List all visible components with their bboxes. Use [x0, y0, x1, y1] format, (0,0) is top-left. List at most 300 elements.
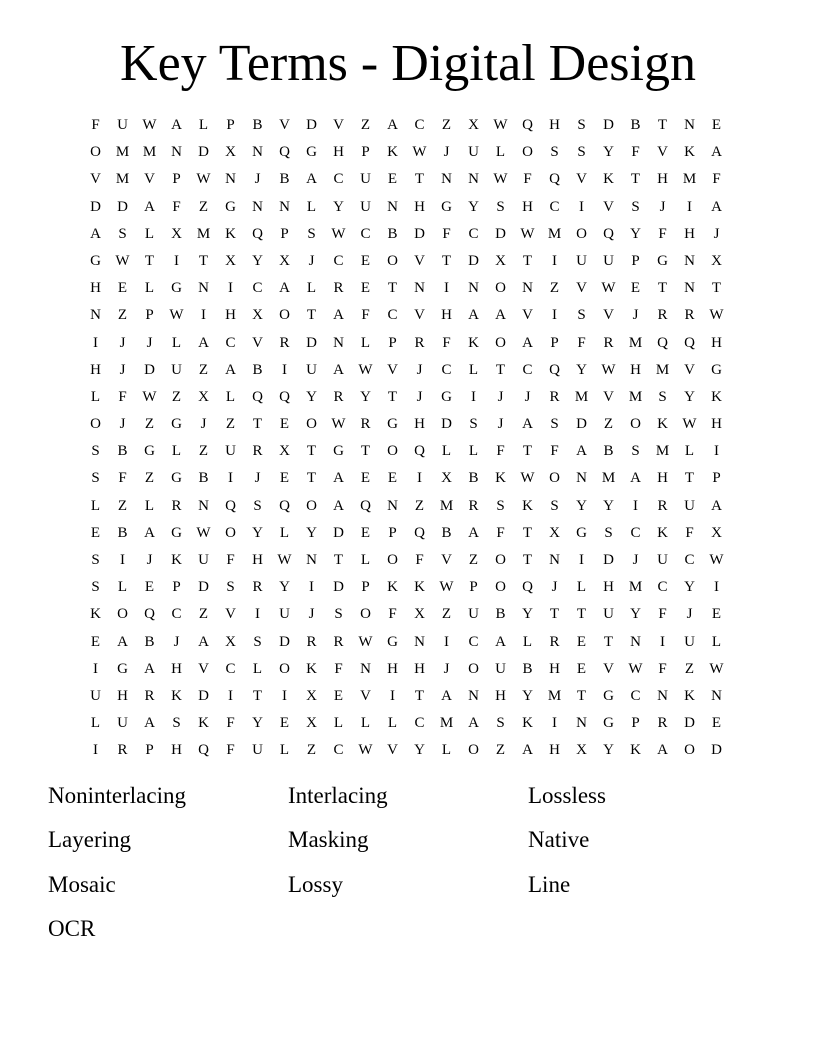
grid-letter: T: [495, 361, 506, 378]
grid-letter: K: [711, 388, 722, 405]
grid-letter: Z: [198, 443, 209, 460]
grid-letter: E: [360, 252, 371, 269]
grid-letter: B: [441, 524, 452, 541]
grid-letter: T: [576, 687, 587, 704]
grid-letter: J: [416, 361, 423, 378]
grid-letter: W: [142, 117, 157, 133]
grid-letter: D: [306, 117, 317, 133]
grid-letter: O: [630, 416, 641, 433]
grid-letter: F: [496, 524, 505, 541]
grid-letter: E: [360, 470, 371, 487]
grid-letter: F: [118, 388, 127, 405]
grid-letter: D: [414, 225, 425, 242]
grid-letter: I: [228, 687, 233, 704]
grid-letter: P: [388, 334, 397, 351]
grid-letter: I: [93, 334, 98, 351]
grid-letter: I: [552, 715, 557, 732]
grid-letter: Z: [144, 416, 155, 433]
grid-letter: H: [171, 742, 182, 759]
grid-letter: K: [414, 579, 425, 596]
word-list-item: Line: [528, 871, 571, 897]
grid-letter: F: [712, 171, 721, 188]
grid-letter: H: [657, 171, 668, 188]
grid-letter: I: [417, 470, 422, 487]
grid-letter: F: [334, 660, 343, 677]
grid-letter: G: [657, 252, 668, 269]
grid-letter: L: [684, 443, 695, 460]
grid-letter: J: [524, 388, 531, 405]
grid-letter: C: [225, 334, 236, 351]
grid-letter: P: [172, 171, 181, 188]
grid-letter: R: [333, 280, 344, 297]
grid-letter: K: [657, 524, 668, 541]
grid-letter: Y: [630, 225, 641, 242]
grid-letter: J: [497, 416, 504, 433]
grid-letter: Q: [684, 334, 695, 351]
grid-letter: S: [496, 497, 505, 514]
grid-letter: U: [360, 198, 371, 215]
grid-letter: Q: [279, 388, 290, 405]
grid-letter: S: [334, 606, 343, 623]
grid-letter: S: [307, 225, 316, 242]
grid-letter: A: [468, 715, 479, 732]
grid-letter: N: [630, 633, 641, 650]
grid-letter: I: [579, 198, 584, 215]
grid-letter: D: [576, 416, 587, 433]
grid-letter: C: [468, 633, 479, 650]
grid-letter: F: [442, 334, 451, 351]
grid-letter: X: [549, 524, 560, 541]
grid-letter: T: [306, 443, 317, 460]
grid-letter: Y: [603, 497, 614, 514]
grid-letter: X: [711, 252, 722, 269]
grid-letter: T: [549, 606, 560, 623]
grid-letter: N: [468, 687, 479, 704]
grid-letter: S: [550, 416, 559, 433]
grid-letter: N: [684, 280, 695, 297]
grid-letter: M: [547, 687, 562, 704]
grid-letter: Y: [576, 361, 587, 378]
grid-letter: S: [604, 524, 613, 541]
grid-letter: Q: [279, 144, 290, 161]
grid-letter: M: [628, 334, 643, 351]
grid-letter: F: [91, 117, 100, 133]
grid-letter: D: [198, 579, 209, 596]
grid-letter: L: [252, 660, 263, 677]
grid-letter: V: [360, 687, 371, 704]
grid-letter: I: [93, 660, 98, 677]
grid-letter: A: [495, 633, 506, 650]
grid-letter: N: [90, 307, 101, 324]
grid-letter: K: [684, 144, 695, 161]
grid-letter: S: [577, 117, 586, 133]
grid-letter: D: [90, 198, 101, 215]
grid-letter: T: [387, 388, 398, 405]
grid-letter: I: [471, 388, 476, 405]
grid-letter: T: [387, 280, 398, 297]
grid-letter: U: [198, 552, 209, 568]
grid-letter: Z: [549, 280, 560, 297]
grid-letter: A: [144, 715, 155, 732]
grid-letter: T: [414, 687, 425, 704]
grid-letter: D: [117, 198, 128, 215]
grid-letter: P: [172, 579, 181, 596]
grid-letter: A: [333, 470, 344, 487]
grid-letter: H: [441, 307, 452, 324]
grid-letter: W: [331, 225, 346, 242]
grid-letter: Y: [333, 198, 344, 215]
grid-letter: I: [309, 579, 314, 596]
grid-letter: Q: [603, 225, 614, 242]
grid-letter: M: [547, 225, 562, 242]
grid-letter: O: [387, 552, 398, 568]
word-list-item: OCR: [48, 915, 96, 941]
grid-letter: A: [225, 361, 236, 378]
grid-letter: O: [306, 497, 317, 514]
grid-letter: P: [631, 715, 640, 732]
grid-letter: R: [252, 443, 263, 460]
grid-letter: G: [333, 443, 344, 460]
grid-letter: H: [414, 660, 425, 677]
grid-letter: H: [414, 198, 425, 215]
grid-letter: R: [549, 388, 560, 405]
grid-letter: N: [414, 280, 425, 297]
grid-letter: Q: [252, 225, 263, 242]
grid-letter: J: [713, 225, 720, 242]
grid-letter: N: [522, 280, 533, 297]
grid-letter: L: [279, 742, 290, 759]
grid-letter: X: [495, 252, 506, 269]
grid-letter: A: [198, 633, 209, 650]
grid-letter: B: [387, 225, 398, 242]
grid-letter: U: [684, 633, 695, 650]
grid-letter: O: [522, 144, 533, 161]
grid-letter: I: [228, 280, 233, 297]
grid-letter: G: [117, 660, 128, 677]
grid-letter: S: [253, 633, 262, 650]
grid-letter: S: [91, 443, 100, 460]
grid-letter: E: [360, 524, 371, 541]
grid-letter: W: [709, 660, 724, 677]
grid-letter: Z: [360, 117, 371, 133]
grid-letter: Q: [414, 443, 425, 460]
grid-letter: N: [333, 334, 344, 351]
grid-letter: K: [630, 742, 641, 759]
grid-letter: D: [144, 361, 155, 378]
grid-letter: D: [711, 742, 722, 759]
grid-letter: C: [414, 715, 425, 732]
grid-letter: E: [711, 117, 722, 133]
grid-letter: Y: [252, 715, 263, 732]
grid-letter: M: [115, 144, 130, 161]
grid-letter: F: [496, 443, 505, 460]
grid-letter: T: [576, 606, 587, 623]
grid-letter: N: [468, 280, 479, 297]
grid-letter: M: [655, 361, 670, 378]
grid-letter: E: [90, 524, 101, 541]
grid-letter: Z: [117, 307, 128, 324]
grid-letter: C: [171, 606, 182, 623]
grid-letter: X: [306, 687, 317, 704]
grid-letter: E: [711, 715, 722, 732]
grid-letter: S: [496, 715, 505, 732]
grid-letter: H: [117, 687, 128, 704]
grid-letter: R: [279, 334, 290, 351]
grid-letter: L: [387, 715, 398, 732]
grid-letter: O: [90, 416, 101, 433]
grid-letter: R: [468, 497, 479, 514]
grid-letter: V: [198, 660, 209, 677]
grid-letter: V: [684, 361, 695, 378]
grid-letter: W: [520, 225, 535, 242]
grid-letter: V: [603, 307, 614, 324]
grid-letter: B: [495, 606, 506, 623]
grid-letter: C: [549, 198, 560, 215]
grid-letter: C: [252, 280, 263, 297]
grid-letter: A: [522, 416, 533, 433]
grid-letter: A: [495, 307, 506, 324]
grid-letter: X: [576, 742, 587, 759]
grid-letter: F: [685, 524, 694, 541]
grid-letter: Z: [468, 552, 479, 568]
grid-letter: J: [200, 416, 207, 433]
grid-letter: J: [551, 579, 558, 596]
grid-letter: F: [226, 742, 235, 759]
grid-letter: N: [387, 198, 398, 215]
grid-letter: F: [388, 606, 397, 623]
grid-letter: L: [117, 579, 128, 596]
grid-letter: I: [120, 552, 125, 568]
grid-letter: O: [468, 660, 479, 677]
grid-letter: H: [549, 660, 560, 677]
grid-letter: Y: [522, 606, 533, 623]
grid-letter: A: [171, 117, 182, 133]
grid-letter: H: [171, 660, 182, 677]
grid-letter: G: [171, 470, 182, 487]
grid-letter: L: [306, 198, 317, 215]
grid-letter: I: [255, 606, 260, 623]
grid-letter: G: [387, 416, 398, 433]
grid-letter: O: [495, 552, 506, 568]
grid-letter: S: [550, 497, 559, 514]
grid-letter: W: [142, 388, 157, 405]
grid-letter: X: [252, 307, 263, 324]
grid-letter: L: [441, 443, 452, 460]
grid-letter: X: [225, 633, 236, 650]
grid-letter: R: [414, 334, 425, 351]
grid-letter: S: [577, 144, 586, 161]
grid-letter: Q: [252, 388, 263, 405]
grid-letter: P: [361, 579, 370, 596]
grid-letter: Y: [279, 579, 290, 596]
grid-letter: N: [684, 252, 695, 269]
grid-letter: M: [682, 171, 697, 188]
grid-letter: Z: [306, 742, 317, 759]
grid-letter: T: [360, 443, 371, 460]
grid-letter: H: [333, 144, 344, 161]
grid-letter: C: [333, 171, 344, 188]
grid-letter: F: [226, 552, 235, 568]
grid-letter: L: [468, 443, 479, 460]
grid-letter: Z: [171, 388, 182, 405]
grid-letter: L: [360, 715, 371, 732]
grid-letter: W: [520, 470, 535, 487]
grid-letter: S: [469, 416, 478, 433]
grid-letter: D: [495, 225, 506, 242]
grid-letter: M: [439, 497, 454, 514]
grid-letter: A: [198, 334, 209, 351]
grid-letter: D: [468, 252, 479, 269]
grid-letter: M: [628, 579, 643, 596]
grid-letter: H: [630, 361, 641, 378]
grid-letter: A: [144, 198, 155, 215]
grid-letter: B: [117, 443, 128, 460]
grid-letter: A: [117, 633, 128, 650]
grid-letter: U: [279, 606, 290, 623]
grid-letter: E: [576, 633, 587, 650]
grid-letter: B: [144, 633, 155, 650]
grid-letter: H: [711, 416, 722, 433]
grid-letter: F: [118, 470, 127, 487]
grid-letter: H: [603, 579, 614, 596]
grid-letter: J: [308, 606, 315, 623]
grid-letter: R: [333, 388, 344, 405]
grid-letter: P: [712, 470, 721, 487]
grid-letter: X: [198, 388, 209, 405]
grid-letter: T: [252, 687, 263, 704]
grid-letter: S: [118, 225, 127, 242]
grid-letter: A: [144, 524, 155, 541]
grid-letter: B: [603, 443, 614, 460]
grid-letter: S: [631, 198, 640, 215]
grid-letter: C: [333, 252, 344, 269]
grid-letter: G: [387, 633, 398, 650]
grid-letter: I: [714, 579, 719, 596]
grid-letter: P: [550, 334, 559, 351]
grid-letter: I: [444, 633, 449, 650]
grid-letter: U: [576, 252, 587, 269]
grid-letter: K: [468, 334, 479, 351]
grid-letter: B: [198, 470, 209, 487]
grid-letter: L: [495, 144, 506, 161]
grid-letter: N: [279, 198, 290, 215]
grid-letter: A: [711, 198, 722, 215]
grid-letter: E: [279, 715, 290, 732]
grid-letter: W: [412, 144, 427, 161]
grid-letter: T: [333, 552, 344, 568]
grid-letter: K: [387, 579, 398, 596]
grid-letter: J: [443, 660, 450, 677]
grid-letter: A: [333, 361, 344, 378]
grid-letter: H: [657, 470, 668, 487]
grid-letter: J: [254, 171, 261, 188]
grid-letter: G: [225, 198, 236, 215]
grid-letter: Z: [117, 497, 128, 514]
grid-letter: E: [279, 470, 290, 487]
grid-letter: K: [603, 171, 614, 188]
grid-letter: Y: [306, 388, 317, 405]
grid-letter: T: [657, 117, 668, 133]
grid-letter: S: [496, 198, 505, 215]
grid-letter: D: [198, 144, 209, 161]
grid-letter: T: [522, 252, 533, 269]
grid-letter: N: [171, 144, 182, 161]
grid-letter: N: [414, 633, 425, 650]
grid-letter: F: [226, 715, 235, 732]
grid-letter: V: [90, 171, 101, 188]
grid-letter: A: [333, 497, 344, 514]
grid-letter: J: [119, 416, 126, 433]
grid-letter: H: [522, 198, 533, 215]
grid-letter: Q: [522, 117, 533, 133]
grid-letter: W: [358, 633, 373, 650]
grid-letter: S: [253, 497, 262, 514]
grid-letter: E: [576, 660, 587, 677]
grid-letter: E: [387, 470, 398, 487]
grid-letter: Y: [522, 687, 533, 704]
grid-letter: I: [390, 687, 395, 704]
grid-letter: E: [711, 606, 722, 623]
grid-letter: V: [576, 280, 587, 297]
grid-letter: A: [711, 497, 722, 514]
grid-letter: X: [279, 252, 290, 269]
grid-letter: G: [171, 416, 182, 433]
grid-letter: X: [711, 524, 722, 541]
grid-letter: A: [387, 117, 398, 133]
grid-letter: Y: [306, 524, 317, 541]
grid-letter: E: [387, 171, 398, 188]
grid-letter: W: [439, 579, 454, 596]
grid-letter: J: [416, 388, 423, 405]
grid-letter: N: [198, 497, 209, 514]
grid-letter: L: [90, 715, 101, 732]
grid-letter: B: [252, 117, 263, 133]
grid-letter: O: [387, 443, 398, 460]
grid-letter: H: [495, 687, 506, 704]
grid-letter: L: [711, 633, 722, 650]
grid-letter: G: [603, 687, 614, 704]
grid-letter: L: [90, 497, 101, 514]
grid-letter: E: [90, 633, 101, 650]
grid-letter: W: [709, 552, 724, 568]
grid-letter: F: [577, 334, 586, 351]
grid-letter: M: [115, 171, 130, 188]
grid-letter: L: [144, 225, 155, 242]
grid-letter: H: [252, 552, 263, 568]
grid-letter: T: [603, 633, 614, 650]
grid-letter: J: [632, 552, 639, 568]
grid-letter: T: [306, 307, 317, 324]
grid-letter: A: [711, 144, 722, 161]
grid-letter: T: [522, 524, 533, 541]
grid-letter: R: [657, 497, 668, 514]
grid-letter: F: [658, 606, 667, 623]
grid-letter: I: [444, 280, 449, 297]
grid-letter: Z: [495, 742, 506, 759]
grid-letter: X: [279, 443, 290, 460]
grid-letter: U: [468, 144, 479, 161]
grid-letter: Z: [441, 117, 452, 133]
grid-letter: K: [657, 416, 668, 433]
grid-letter: S: [658, 388, 667, 405]
grid-letter: W: [601, 280, 616, 297]
grid-letter: K: [198, 715, 209, 732]
grid-letter: T: [441, 252, 452, 269]
grid-letter: O: [117, 606, 128, 623]
grid-letter: D: [603, 552, 614, 568]
grid-letter: A: [441, 687, 452, 704]
grid-letter: X: [441, 470, 452, 487]
